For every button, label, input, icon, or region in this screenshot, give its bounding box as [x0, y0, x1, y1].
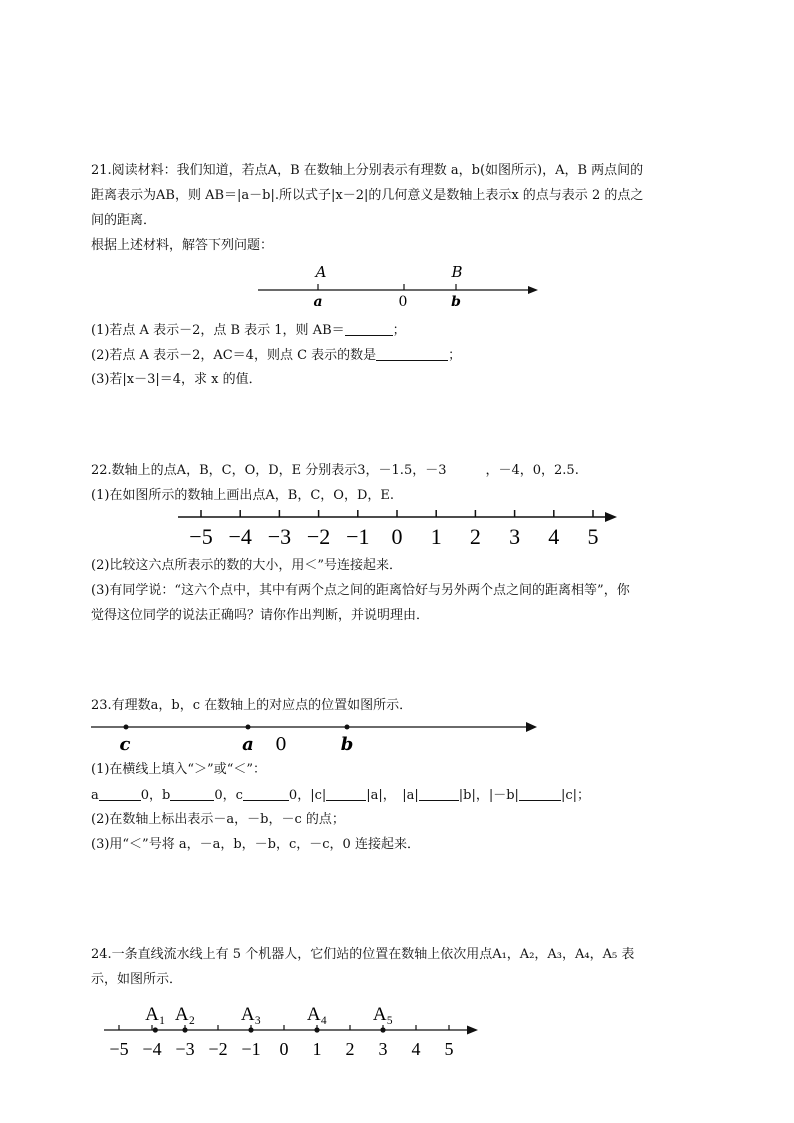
q21-part-3: (3)若|x－3|＝4，求 x 的值．	[91, 372, 262, 387]
q24-tick-label: 2	[345, 1039, 355, 1059]
q21-label-b: b	[451, 294, 461, 310]
q21-line-4: 根据上述材料，解答下列问题：	[91, 238, 274, 253]
q21-label-A: A	[315, 263, 327, 281]
q24-point-label: A₅	[372, 1004, 394, 1025]
q23-label-zero: 0	[275, 734, 287, 755]
q24-point-label: A₁	[145, 1004, 166, 1025]
q22-line-5: 觉得这位同学的说法正确吗？请你作出判断，并说明理由．	[91, 608, 430, 623]
q21-part-1-end: ；	[392, 323, 406, 338]
q22-line-4: (3)有同学说：“这六个点中，其中有两个点之间的距离恰好与另外两个点之间的距离相等”，你	[91, 583, 630, 598]
q24-tick-label: −2	[208, 1039, 228, 1059]
q22-tick-label: 2	[469, 524, 481, 549]
q24-tick-label: 0	[279, 1039, 289, 1059]
q24-point	[182, 1027, 187, 1032]
q24-point-label: A₃	[240, 1004, 262, 1025]
q23-fill-text-3: 0，|c|	[288, 788, 327, 803]
q23-label-b: b	[340, 734, 354, 755]
q21-part-1-text: (1)若点 A 表示－2，点 B 表示 1，则 AB＝	[91, 323, 345, 338]
q23-label-c: c	[119, 734, 131, 755]
q24-tick-label: −1	[241, 1039, 261, 1059]
q22-tick-label: −5	[189, 524, 213, 549]
q24-tick-label: 3	[378, 1039, 388, 1059]
q23-fill-text-5: |b|，|－b|	[458, 788, 519, 803]
q24-point-label: A₂	[174, 1004, 196, 1025]
q22-tick-label: −2	[306, 524, 331, 549]
q21-line-3: 间的距离．	[91, 213, 157, 228]
q22-line-3: (2)比较这六点所表示的数的大小，用＜”号连接起来．	[91, 558, 403, 573]
q23-fill-text-6: |c|；	[560, 788, 590, 803]
q21-part-2-end: ；	[448, 348, 462, 363]
q21-label-a: a	[313, 294, 323, 310]
q21-label-B: B	[451, 263, 463, 281]
q23-label-a: a	[242, 734, 254, 755]
q24-point	[314, 1027, 319, 1032]
q22-tick-label: 0	[391, 524, 403, 549]
q23-line-5: (3)用“＜”号将 a，－a，b，－b，c，－c，0 连接起来．	[91, 837, 420, 852]
q22-tick-label: −3	[267, 524, 292, 549]
q24-tick-label: 1	[312, 1039, 322, 1059]
q21-part-2-text: (2)若点 A 表示－2，AC＝4，则点 C 表示的数是	[91, 348, 377, 363]
q24-line-1: 24.一条直线流水线上有 5 个机器人，它们站的位置在数轴上依次用点A₁，A₂，A₃，A₄，A₅ 表	[91, 947, 635, 962]
q22-tick-label: −4	[228, 524, 252, 549]
q24-tick-label: 4	[411, 1039, 421, 1059]
q22-line-1: 22.数轴上的点A，B，C，O，D，E 分别表示3，－1.5，－3 ，－4，0，2.5.	[91, 463, 579, 478]
q23-fill-text-4: |a|， |a|	[366, 788, 419, 803]
q24-point	[248, 1027, 253, 1032]
q21-label-zero: 0	[398, 294, 408, 310]
q22-tick-label: 3	[509, 524, 521, 549]
q24-tick-label: −5	[109, 1039, 129, 1059]
q22-line-2: (1)在如图所示的数轴上画出点A，B，C，O，D，E.	[91, 488, 395, 503]
q23-fill-text-0: a	[91, 788, 99, 803]
q22-tick-label: −1	[346, 524, 370, 549]
q24-point-label: A₄	[306, 1004, 328, 1025]
q24-point	[153, 1027, 158, 1032]
q23-fill-text-1: 0，b	[140, 788, 171, 803]
q24-tick-label: 5	[444, 1039, 454, 1059]
q24-point	[380, 1027, 385, 1032]
q23-line-2: (1)在横线上填入“＞”或“＜”：	[91, 762, 266, 777]
q21-line-1: 21.阅读材料：我们知道，若点A，B 在数轴上分别表示有理数 a，b(如图所示)，A，B 两点间的	[91, 163, 644, 178]
q24-tick-label: −3	[175, 1039, 195, 1059]
q21-line-2: 距离表示为AB，则 AB＝|a－b|.所以式子|x－2|的几何意义是数轴上表示x 的点与表示 2 的点之	[91, 188, 644, 203]
q22-tick-label: 4	[548, 524, 560, 549]
q23-fill-text-2: 0，c	[214, 788, 243, 803]
q22-tick-label: 5	[587, 524, 599, 549]
q24-line-2: 示，如图所示．	[91, 972, 183, 987]
q22-tick-label: 1	[430, 524, 442, 549]
q24-tick-label: −4	[142, 1039, 162, 1059]
q23-line-1: 23.有理数a，b，c 在数轴上的对应点的位置如图所示．	[91, 698, 413, 713]
q23-line-4: (2)在数轴上标出表示－a，－b，－c 的点；	[91, 812, 345, 827]
